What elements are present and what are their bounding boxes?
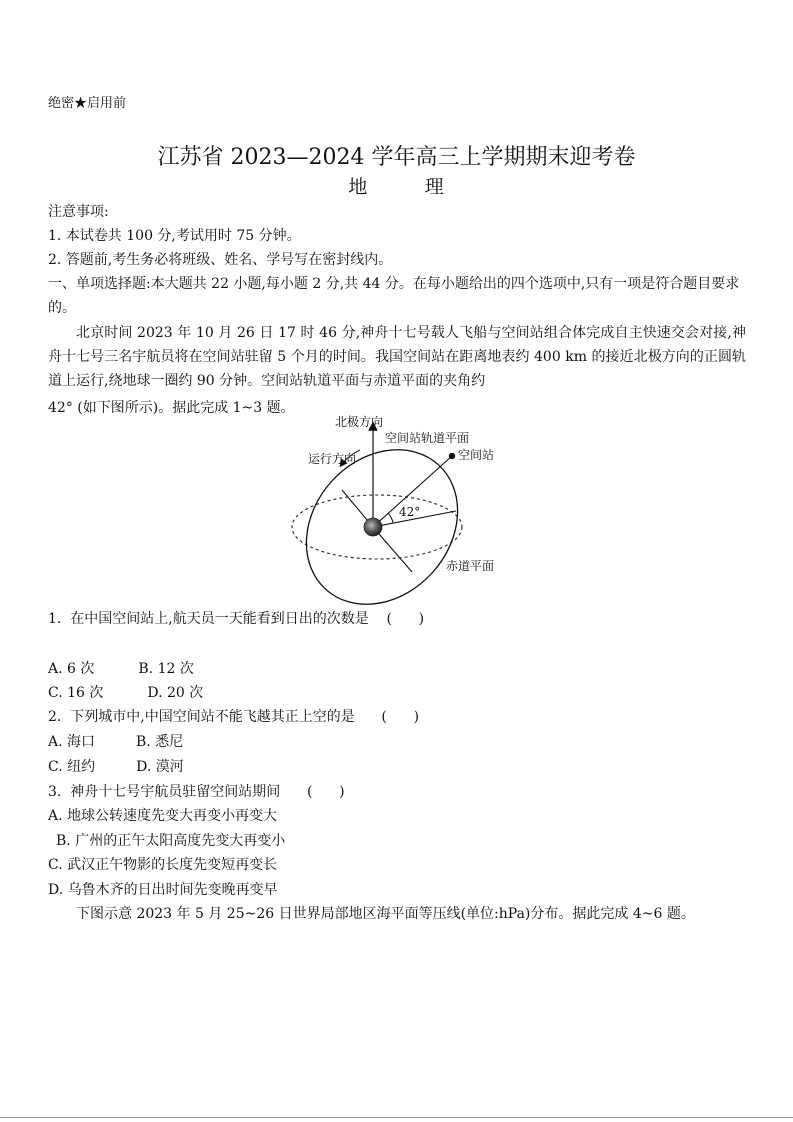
question-2-options-row-2 — [48, 756, 184, 776]
earth-icon — [364, 518, 382, 536]
option-1a[interactable]: A. 6 次 — [48, 661, 95, 677]
option-2a[interactable]: A. 海口 — [48, 734, 96, 750]
question-3-stem: 3. 神舟十七号宇航员驻留空间站期间 ( ) — [48, 784, 345, 800]
option-2b[interactable]: B. 悉尼 — [136, 734, 184, 750]
question-1-stem: 1. 在中国空间站上,航天员一天能看到日出的次数是 ( ) — [48, 611, 425, 627]
angle-label: 42° — [399, 505, 421, 519]
passage-1-end: 42° (如下图所示)。据此完成 1~3 题。 — [48, 400, 295, 416]
question-2-stem: 2. 下列城市中,中国空间站不能飞越其正上空的是 ( ) — [48, 709, 420, 725]
option-3d[interactable]: D. 乌鲁木齐的日出时间先变晚再变早 — [48, 882, 278, 898]
option-1b[interactable]: B. 12 次 — [138, 661, 194, 677]
note-item-1: 1. 本试卷共 100 分,考试用时 75 分钟。 — [48, 228, 301, 244]
option-1c[interactable]: C. 16 次 — [48, 685, 104, 701]
option-1d[interactable]: D. 20 次 — [147, 685, 204, 701]
question-1-options-row-2 — [48, 682, 203, 702]
page-title: 江苏省 2023—2024 学年高三上学期期末迎考卷 — [157, 145, 636, 170]
equator-label: 赤道平面 — [446, 559, 495, 573]
secret-label: 绝密★启用前 — [48, 96, 127, 111]
option-3c[interactable]: C. 武汉正午物影的长度先变短再变长 — [48, 857, 278, 873]
orbit-plane-label: 空间站轨道平面 — [385, 431, 470, 445]
notes-heading: 注意事项: — [48, 204, 109, 220]
option-2c[interactable]: C. 纽约 — [48, 759, 96, 775]
note-item-2: 2. 答题前,考生务必将班级、姓名、学号写在密封线内。 — [48, 252, 393, 268]
option-3b[interactable]: B. 广州的正午太阳高度先变大再变小 — [56, 833, 286, 849]
space-station-icon — [449, 453, 455, 459]
orbit-diagram — [280, 412, 520, 607]
direction-label: 运行方向 — [308, 452, 357, 466]
subject-title: 地 理 — [348, 176, 445, 198]
question-1-options-row-1 — [48, 658, 194, 678]
question-2-options-row-1 — [48, 731, 183, 751]
passage-1: 北京时间 2023 年 10 月 26 日 17 时 46 分,神舟十七号载人飞船与空间站组合体完成自主快速交会对接,神舟十七号三名宇航员将在空间站驻留 5 个月的时间。我国空间站在距离地表约 400 km 的接近北极方向的正圆轨道上运行,绕地球一圈约 90 分钟。空间站轨道平面与赤道平面的夹角约 — [48, 325, 746, 389]
north-label: 北极方向 — [335, 415, 384, 429]
section-intro: 一、单项选择题:本大题共 22 小题,每小题 2 分,共 44 分。在每小题给出的四个选项中,只有一项是符合题目要求的。 — [48, 276, 740, 316]
option-2d[interactable]: D. 漠河 — [136, 759, 184, 775]
passage-2: 下图示意 2023 年 5 月 25~26 日世界局部地区海平面等压线(单位:hPa)分布。据此完成 4~6 题。 — [76, 906, 695, 922]
page-bottom-rule — [0, 1117, 793, 1118]
station-label: 空间站 — [458, 448, 495, 462]
option-3a[interactable]: A. 地球公转速度先变大再变小再变大 — [48, 808, 278, 824]
